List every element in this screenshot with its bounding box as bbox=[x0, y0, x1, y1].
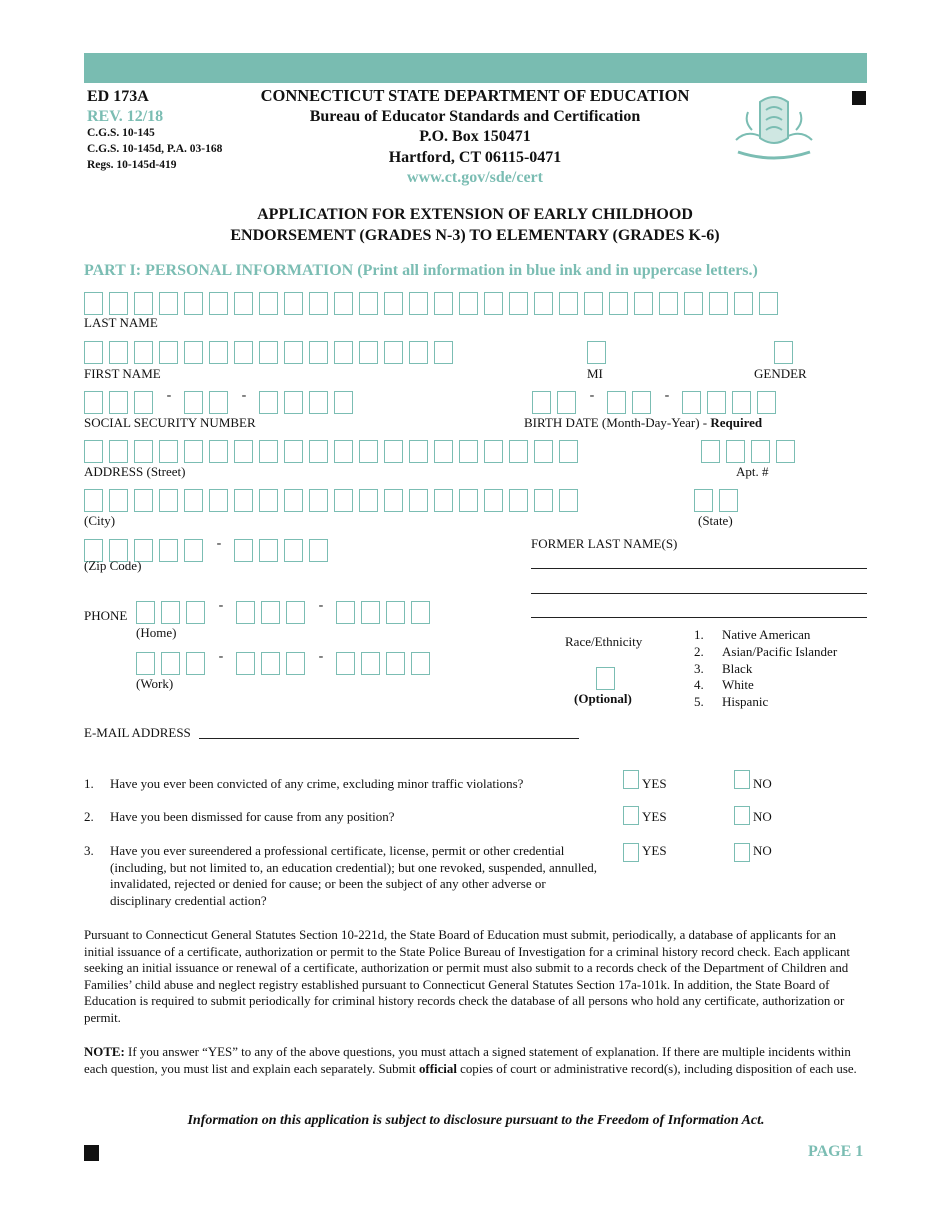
character-box[interactable] bbox=[159, 341, 178, 364]
city-field[interactable] bbox=[84, 489, 584, 512]
page-number: PAGE 1 bbox=[808, 1143, 864, 1160]
character-box[interactable] bbox=[334, 440, 353, 463]
character-box[interactable] bbox=[559, 292, 578, 315]
character-box[interactable] bbox=[559, 440, 578, 463]
character-box[interactable] bbox=[359, 489, 378, 512]
note-text: copies of court or administrative record(s), including disposition of each use. bbox=[456, 1061, 857, 1076]
character-box[interactable] bbox=[159, 489, 178, 512]
q2-no-checkbox[interactable] bbox=[734, 806, 750, 825]
option-label: Native American bbox=[722, 627, 811, 642]
state-label: (State) bbox=[698, 513, 733, 528]
character-box[interactable] bbox=[596, 667, 615, 690]
statute-item: C.G.S. 10-145 bbox=[87, 127, 155, 139]
character-box[interactable] bbox=[84, 440, 103, 463]
character-box[interactable] bbox=[384, 341, 403, 364]
character-box[interactable] bbox=[334, 341, 353, 364]
character-box[interactable] bbox=[459, 292, 478, 315]
character-box[interactable] bbox=[284, 391, 303, 414]
city-address: Hartford, CT 06115-0471 bbox=[388, 148, 562, 166]
character-box[interactable] bbox=[309, 292, 328, 315]
registration-mark bbox=[84, 1145, 99, 1161]
statute-paragraph: Pursuant to Connecticut General Statutes Section 10-221d, the State Board of Education must submit, periodically, a database of applicants for an initial issuance of a certificate, authorization or permit to the State Police Bureau of Investigation for a criminal history record check. Each applicant seeking an initial issuance or renewal of a certificate, authorization or permit must also submit to a records check of the Department of Children and Families’ child abuse and neglect registry established pursuant to Connecticut General Statutes Section 17a-101k. In addition, the State Board of Education is required to submit periodically for criminal history records check the database of all persons who hold any certificate, authorization or permit. bbox=[84, 928, 850, 1025]
option-label: Asian/Pacific Islander bbox=[722, 643, 838, 659]
work-phone-label: (Work) bbox=[136, 676, 174, 691]
character-box[interactable] bbox=[209, 440, 228, 463]
character-box[interactable] bbox=[409, 440, 428, 463]
character-box[interactable] bbox=[84, 391, 103, 414]
character-box[interactable] bbox=[259, 341, 278, 364]
former-last-name-line[interactable] bbox=[531, 617, 867, 618]
character-box[interactable] bbox=[234, 440, 253, 463]
character-box[interactable] bbox=[336, 652, 355, 675]
character-box[interactable] bbox=[234, 539, 253, 562]
character-box[interactable] bbox=[234, 341, 253, 364]
character-box[interactable] bbox=[532, 391, 551, 414]
character-box[interactable] bbox=[134, 292, 153, 315]
last-name-field[interactable] bbox=[84, 292, 784, 315]
option-number: 3. bbox=[694, 660, 704, 676]
character-box[interactable] bbox=[186, 601, 205, 624]
gender-label: GENDER bbox=[754, 366, 807, 381]
no-label: NO bbox=[753, 809, 772, 824]
character-box[interactable] bbox=[434, 440, 453, 463]
yes-label: YES bbox=[642, 776, 667, 791]
separator-dash: - bbox=[216, 536, 222, 551]
character-box[interactable] bbox=[751, 440, 770, 463]
form-revision: REV. 12/18 bbox=[87, 108, 164, 125]
character-box[interactable] bbox=[159, 539, 178, 562]
character-box[interactable] bbox=[186, 652, 205, 675]
mi-label: MI bbox=[587, 366, 603, 381]
city-label: (City) bbox=[84, 513, 116, 528]
character-box[interactable] bbox=[109, 440, 128, 463]
work-phone-field[interactable] bbox=[136, 649, 436, 675]
character-box[interactable] bbox=[559, 489, 578, 512]
character-box[interactable] bbox=[734, 292, 753, 315]
state-field[interactable] bbox=[694, 489, 744, 512]
character-box[interactable] bbox=[386, 601, 405, 624]
character-box[interactable] bbox=[484, 292, 503, 315]
character-box[interactable] bbox=[261, 601, 280, 624]
note-emphasis: official bbox=[418, 1061, 457, 1076]
character-box[interactable] bbox=[361, 652, 380, 675]
option-label: White bbox=[722, 677, 754, 693]
character-box[interactable] bbox=[384, 440, 403, 463]
note-text: If you answer “YES” to any of the above questions, you must attach a signed statement of explanation. If there are multiple incidents within each question, you must list and explain each separately. Submit bbox=[84, 1045, 851, 1076]
yes-label: YES bbox=[642, 843, 667, 858]
form-code: ED 173A bbox=[87, 88, 149, 105]
option-label: Black bbox=[722, 660, 753, 676]
apt-field[interactable] bbox=[701, 440, 801, 463]
home-phone-label: (Home) bbox=[136, 625, 177, 640]
former-last-name-label: FORMER LAST NAME(S) bbox=[531, 536, 678, 551]
character-box[interactable] bbox=[109, 292, 128, 315]
character-box[interactable] bbox=[209, 489, 228, 512]
form-title bbox=[150, 204, 800, 246]
character-box[interactable] bbox=[84, 341, 103, 364]
separator-dash: - bbox=[318, 649, 324, 664]
character-box[interactable] bbox=[259, 440, 278, 463]
apt-label: Apt. # bbox=[736, 464, 769, 479]
ssn-field[interactable] bbox=[84, 388, 359, 414]
character-box[interactable] bbox=[719, 489, 738, 512]
character-box[interactable] bbox=[334, 292, 353, 315]
note-label: NOTE: bbox=[84, 1045, 125, 1059]
character-box[interactable] bbox=[359, 440, 378, 463]
q2-yes-checkbox[interactable] bbox=[623, 806, 639, 825]
character-box[interactable] bbox=[459, 489, 478, 512]
character-box[interactable] bbox=[184, 391, 203, 414]
separator-dash: - bbox=[318, 598, 324, 613]
character-box[interactable] bbox=[776, 440, 795, 463]
character-box[interactable] bbox=[209, 292, 228, 315]
question-text: Have you been dismissed for cause from any position? bbox=[110, 809, 395, 824]
character-box[interactable] bbox=[684, 292, 703, 315]
character-box[interactable] bbox=[309, 489, 328, 512]
birth-date-field[interactable] bbox=[532, 388, 782, 414]
character-box[interactable] bbox=[84, 292, 103, 315]
character-box[interactable] bbox=[384, 292, 403, 315]
character-box[interactable] bbox=[209, 341, 228, 364]
home-phone-field[interactable] bbox=[136, 598, 436, 624]
character-box[interactable] bbox=[234, 489, 253, 512]
state-seal-logo bbox=[730, 90, 818, 162]
no-label: NO bbox=[753, 843, 772, 858]
birth-date-text: BIRTH DATE (Month-Day-Year) - bbox=[524, 415, 711, 430]
character-box[interactable] bbox=[284, 341, 303, 364]
character-box[interactable] bbox=[134, 489, 153, 512]
character-box[interactable] bbox=[359, 341, 378, 364]
character-box[interactable] bbox=[309, 539, 328, 562]
header-bar bbox=[84, 53, 867, 83]
statute-item: C.G.S. 10-145d, P.A. 03-168 bbox=[87, 143, 223, 155]
character-box[interactable] bbox=[209, 391, 228, 414]
character-box[interactable] bbox=[336, 601, 355, 624]
question-text: Have you ever been convicted of any crime, excluding minor traffic violations? bbox=[110, 776, 524, 791]
character-box[interactable] bbox=[284, 489, 303, 512]
statute-list bbox=[87, 125, 222, 173]
question-text: Have you ever sureendered a professional certificate, license, permit or other credential (including, but not limited to, an education credential); but one revoked, suspended, annulled, invalidated, rejected or denied for cause; or been the subject of any other adverse or disciplinary credential action? bbox=[110, 843, 598, 908]
character-box[interactable] bbox=[284, 440, 303, 463]
question-number: 3. bbox=[84, 843, 94, 858]
question-number: 1. bbox=[84, 776, 94, 791]
character-box[interactable] bbox=[509, 292, 528, 315]
list-item bbox=[694, 661, 837, 678]
character-box[interactable] bbox=[259, 391, 278, 414]
character-box[interactable] bbox=[534, 440, 553, 463]
character-box[interactable] bbox=[161, 652, 180, 675]
email-label: E-MAIL ADDRESS bbox=[84, 725, 191, 740]
form-title-line: ENDORSEMENT (GRADES N-3) TO ELEMENTARY (GRADES K-6) bbox=[230, 227, 720, 244]
character-box[interactable] bbox=[434, 489, 453, 512]
last-name-label: LAST NAME bbox=[84, 315, 158, 330]
character-box[interactable] bbox=[236, 601, 255, 624]
character-box[interactable] bbox=[659, 292, 678, 315]
character-box[interactable] bbox=[587, 341, 606, 364]
statute-item: Regs. 10-145d-419 bbox=[87, 159, 177, 171]
option-number: 2. bbox=[694, 643, 704, 659]
department-name: CONNECTICUT STATE DEPARTMENT OF EDUCATION bbox=[260, 86, 690, 105]
character-box[interactable] bbox=[409, 292, 428, 315]
character-box[interactable] bbox=[434, 292, 453, 315]
character-box[interactable] bbox=[284, 292, 303, 315]
character-box[interactable] bbox=[701, 440, 720, 463]
character-box[interactable] bbox=[161, 601, 180, 624]
character-box[interactable] bbox=[334, 391, 353, 414]
list-item bbox=[694, 694, 837, 711]
character-box[interactable] bbox=[632, 391, 651, 414]
character-box[interactable] bbox=[409, 489, 428, 512]
registration-mark bbox=[852, 91, 866, 105]
character-box[interactable] bbox=[259, 539, 278, 562]
phone-label: PHONE bbox=[84, 608, 128, 623]
q3-no-checkbox[interactable] bbox=[734, 843, 750, 862]
character-box[interactable] bbox=[234, 292, 253, 315]
character-box[interactable] bbox=[584, 292, 603, 315]
zip-label: (Zip Code) bbox=[84, 558, 142, 573]
character-box[interactable] bbox=[184, 292, 203, 315]
character-box[interactable] bbox=[707, 391, 726, 414]
ssn-label: SOCIAL SECURITY NUMBER bbox=[84, 415, 256, 430]
race-ethnicity-field[interactable] bbox=[596, 667, 621, 690]
note-paragraph bbox=[84, 1044, 868, 1077]
character-box[interactable] bbox=[309, 440, 328, 463]
character-box[interactable] bbox=[409, 341, 428, 364]
character-box[interactable] bbox=[361, 601, 380, 624]
character-box[interactable] bbox=[732, 391, 751, 414]
list-item bbox=[694, 627, 837, 644]
character-box[interactable] bbox=[109, 489, 128, 512]
character-box[interactable] bbox=[159, 292, 178, 315]
character-box[interactable] bbox=[134, 341, 153, 364]
character-box[interactable] bbox=[259, 292, 278, 315]
bureau-name: Bureau of Educator Standards and Certification bbox=[309, 107, 641, 125]
character-box[interactable] bbox=[386, 652, 405, 675]
character-box[interactable] bbox=[384, 489, 403, 512]
character-box[interactable] bbox=[509, 489, 528, 512]
character-box[interactable] bbox=[411, 601, 430, 624]
character-box[interactable] bbox=[534, 489, 553, 512]
character-box[interactable] bbox=[726, 440, 745, 463]
q1-yes-checkbox[interactable] bbox=[623, 770, 639, 789]
yes-label: YES bbox=[642, 809, 667, 824]
option-number: 4. bbox=[694, 677, 704, 693]
q3-yes-checkbox[interactable] bbox=[623, 843, 639, 862]
former-last-name-line[interactable] bbox=[531, 568, 867, 569]
gender-field[interactable] bbox=[774, 341, 799, 364]
character-box[interactable] bbox=[109, 341, 128, 364]
po-box: P.O. Box 150471 bbox=[419, 128, 531, 145]
character-box[interactable] bbox=[484, 440, 503, 463]
character-box[interactable] bbox=[184, 440, 203, 463]
character-box[interactable] bbox=[434, 341, 453, 364]
character-box[interactable] bbox=[309, 341, 328, 364]
character-box[interactable] bbox=[184, 539, 203, 562]
part-1-heading: PART I: PERSONAL INFORMATION (Print all information in blue ink and in uppercase letters.) bbox=[84, 262, 758, 279]
character-box[interactable] bbox=[634, 292, 653, 315]
street-address-field[interactable] bbox=[84, 440, 584, 463]
character-box[interactable] bbox=[607, 391, 626, 414]
character-box[interactable] bbox=[261, 652, 280, 675]
separator-dash: - bbox=[166, 388, 172, 403]
former-last-name-line[interactable] bbox=[531, 593, 867, 594]
character-box[interactable] bbox=[236, 652, 255, 675]
race-ethnicity-label: Race/Ethnicity bbox=[565, 634, 643, 649]
optional-label: (Optional) bbox=[574, 691, 632, 706]
form-title-line: APPLICATION FOR EXTENSION OF EARLY CHILDHOOD bbox=[257, 206, 693, 223]
middle-initial-field[interactable] bbox=[587, 341, 612, 364]
required-badge: Required bbox=[710, 415, 763, 430]
character-box[interactable] bbox=[759, 292, 778, 315]
q1-no-checkbox[interactable] bbox=[734, 770, 750, 789]
character-box[interactable] bbox=[334, 489, 353, 512]
no-label: NO bbox=[753, 776, 772, 791]
character-box[interactable] bbox=[136, 601, 155, 624]
character-box[interactable] bbox=[709, 292, 728, 315]
separator-dash: - bbox=[664, 388, 670, 403]
list-item bbox=[694, 677, 837, 694]
character-box[interactable] bbox=[774, 341, 793, 364]
option-number: 5. bbox=[694, 694, 704, 710]
character-box[interactable] bbox=[309, 391, 328, 414]
first-name-field[interactable] bbox=[84, 341, 459, 364]
character-box[interactable] bbox=[286, 652, 305, 675]
character-box[interactable] bbox=[359, 292, 378, 315]
option-label: Hispanic bbox=[722, 694, 769, 710]
character-box[interactable] bbox=[557, 391, 576, 414]
first-name-label: FIRST NAME bbox=[84, 366, 161, 381]
character-box[interactable] bbox=[184, 489, 203, 512]
character-box[interactable] bbox=[682, 391, 701, 414]
character-box[interactable] bbox=[286, 601, 305, 624]
birth-date-label bbox=[524, 415, 762, 431]
agency-header bbox=[230, 86, 720, 189]
character-box[interactable] bbox=[484, 489, 503, 512]
separator-dash: - bbox=[241, 388, 247, 403]
character-box[interactable] bbox=[534, 292, 553, 315]
list-item bbox=[694, 644, 837, 661]
question-number: 2. bbox=[84, 809, 94, 824]
email-field[interactable] bbox=[199, 738, 579, 739]
character-box[interactable] bbox=[109, 391, 128, 414]
character-box[interactable] bbox=[509, 440, 528, 463]
separator-dash: - bbox=[589, 388, 595, 403]
separator-dash: - bbox=[218, 649, 224, 664]
character-box[interactable] bbox=[609, 292, 628, 315]
character-box[interactable] bbox=[259, 489, 278, 512]
character-box[interactable] bbox=[184, 341, 203, 364]
address-label: ADDRESS (Street) bbox=[84, 464, 186, 479]
website-link[interactable]: www.ct.gov/sde/cert bbox=[407, 169, 543, 186]
character-box[interactable] bbox=[134, 391, 153, 414]
character-box[interactable] bbox=[757, 391, 776, 414]
foi-notice: Information on this application is subject to disclosure pursuant to the Freedom of Information Act. bbox=[187, 1113, 765, 1128]
separator-dash: - bbox=[218, 598, 224, 613]
option-number: 1. bbox=[694, 627, 704, 642]
character-box[interactable] bbox=[136, 652, 155, 675]
race-options-list bbox=[694, 627, 837, 711]
character-box[interactable] bbox=[134, 440, 153, 463]
character-box[interactable] bbox=[159, 440, 178, 463]
character-box[interactable] bbox=[84, 489, 103, 512]
character-box[interactable] bbox=[459, 440, 478, 463]
character-box[interactable] bbox=[284, 539, 303, 562]
character-box[interactable] bbox=[694, 489, 713, 512]
character-box[interactable] bbox=[411, 652, 430, 675]
